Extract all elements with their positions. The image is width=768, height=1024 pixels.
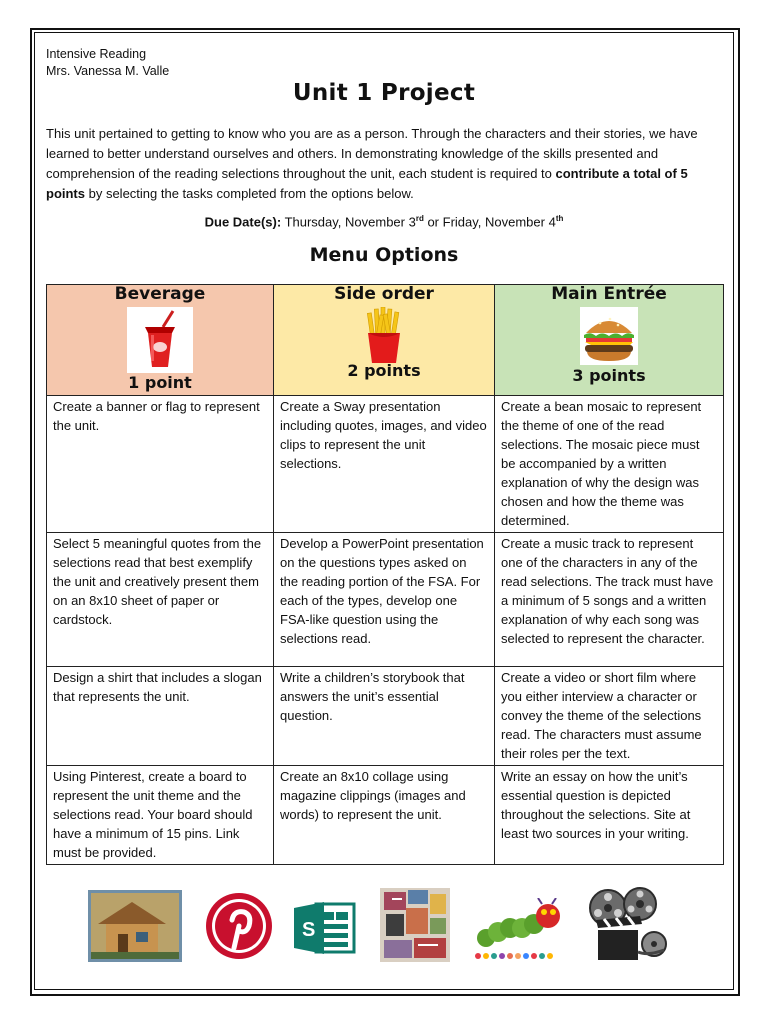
- column-name-side-order: Side order: [334, 284, 434, 304]
- menu-table: [46, 284, 724, 865]
- table-cell: Develop a PowerPoint presentation on the questions types asked on the reading portion of the FSA. For each of the types, develop one FSA-like question using the selections read.: [274, 533, 495, 667]
- table-row: [47, 667, 724, 766]
- french-fries-icon: [364, 307, 404, 367]
- table-cell: Design a shirt that includes a slogan that represents the unit.: [47, 667, 274, 766]
- column-points-side-order: 2 points: [347, 361, 421, 380]
- due-sup-1: rd: [415, 214, 424, 223]
- due-date-1: Thursday, November 3: [281, 214, 416, 230]
- due-sup-2: th: [555, 214, 564, 223]
- column-header-side-order: [274, 285, 495, 396]
- svg-text:S: S: [302, 919, 316, 941]
- table-row: [47, 533, 724, 667]
- table-cell: Using Pinterest, create a board to represent the unit theme and the selections read. Your board should have a minimum of 15 pins. Link must be provided.: [47, 766, 274, 865]
- intro-text-2: by selecting the tasks completed from the options below.: [85, 186, 414, 201]
- column-name-beverage: Beverage: [114, 284, 206, 304]
- table-cell: Write an essay on how the unit’s essential question is depicted throughout the selections. Site at least two sources in your writing.: [495, 766, 724, 865]
- bottom-icon-strip: [88, 886, 668, 966]
- intro-bold: contribute a total of 5 points: [46, 166, 688, 201]
- pinterest-icon: [204, 890, 274, 967]
- column-points-beverage: 1 point: [128, 373, 192, 392]
- table-cell: Create a Sway presentation including quotes, images, and video clips to represent the unit selections.: [274, 396, 495, 533]
- column-header-beverage: [47, 285, 274, 396]
- table-cell: Create a bean mosaic to represent the theme of one of the read selections. The mosaic piece must be accompanied by a written explanation of why the design was chosen and how the theme was determined.: [495, 396, 724, 533]
- table-row: [47, 766, 724, 865]
- table-row: [47, 396, 724, 533]
- table-cell: Write a children’s storybook that answers the unit’s essential question.: [274, 667, 495, 766]
- column-name-main-entree: Main Entrée: [551, 284, 667, 304]
- header-block: [46, 46, 169, 80]
- caterpillar-icon: [472, 898, 564, 967]
- menu-header-row: [47, 285, 724, 396]
- teacher-name: Mrs. Vanessa M. Valle: [46, 64, 170, 78]
- column-header-main-entree: [495, 285, 724, 396]
- collage-icon: [380, 888, 450, 967]
- due-mid: or Friday, November 4: [423, 214, 556, 230]
- intro-paragraph: [46, 124, 722, 204]
- column-points-main-entree: 3 points: [572, 366, 646, 385]
- table-cell: Create an 8x10 collage using magazine clippings (images and words) to represent the unit.: [274, 766, 495, 865]
- film-reel-icon: [584, 886, 668, 969]
- soda-cup-icon: [127, 307, 193, 377]
- hamburger-icon: [580, 307, 638, 369]
- course-name: Intensive Reading: [46, 47, 147, 61]
- table-cell: Select 5 meaningful quotes from the selections read that best exemplify the unit and creatively present them on an 8x10 sheet of paper or cardstock.: [47, 533, 274, 667]
- due-label: Due Date(s):: [204, 214, 282, 230]
- bean-mosaic-icon: [88, 890, 182, 967]
- table-cell: Create a banner or flag to represent the unit.: [47, 396, 274, 533]
- due-date-line: [0, 214, 768, 229]
- sway-icon: [292, 900, 356, 961]
- intro-text-1: This unit pertained to getting to know who you are as a person. Through the characters and their stories, we have learned to better understand ourselves and others. In demonstrating knowledge of the skills presented and comprehension of the reading selections throughout the unit, each student is required to: [46, 126, 698, 181]
- table-cell: Create a video or short film where you either interview a character or convey the theme of the selections read. The characters must assume their roles per the text.: [495, 667, 724, 766]
- table-cell: Create a music track to represent one of the characters in any of the read selections. The track must have a minimum of 5 songs and a written explanation of why each song was selected to represent the character.: [495, 533, 724, 667]
- menu-title: Menu Options: [309, 244, 459, 266]
- page-title: Unit 1 Project: [292, 80, 476, 106]
